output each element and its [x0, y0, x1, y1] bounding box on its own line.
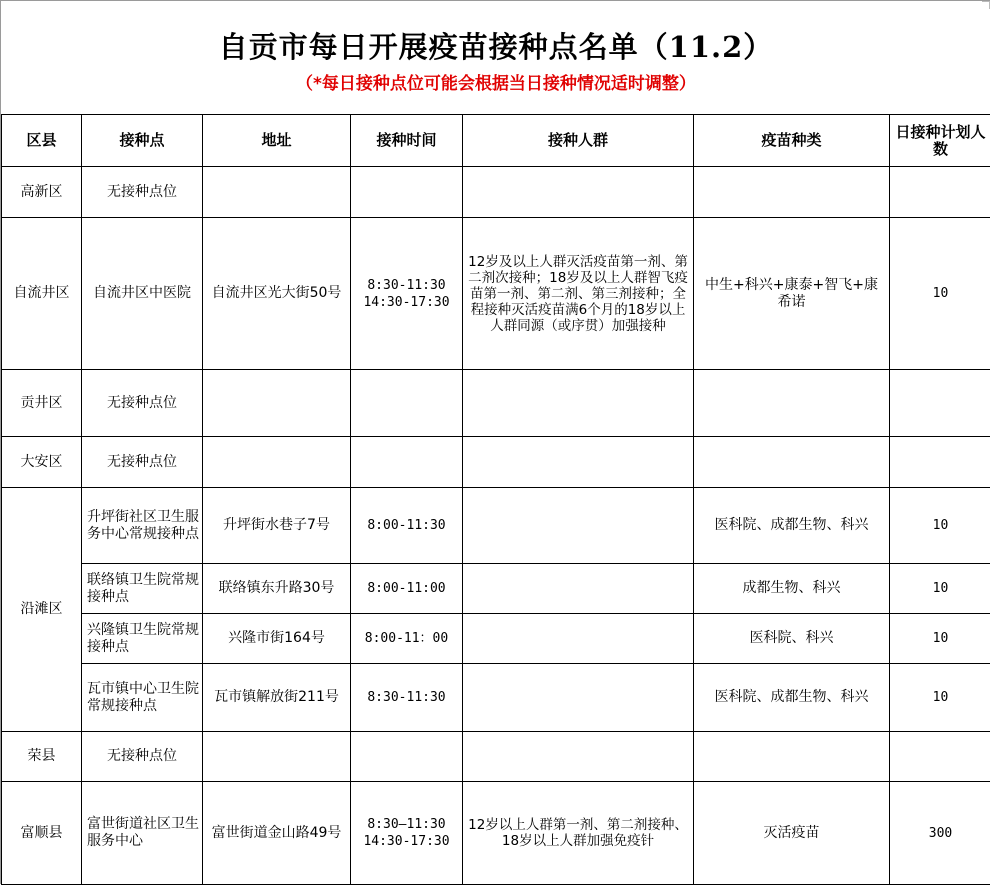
vaccine-cell: 医科院、成都生物、科兴 [694, 488, 890, 564]
site-cell: 联络镇卫生院常规接种点 [82, 564, 203, 614]
table-row [2, 564, 990, 614]
site-cell: 无接种点位 [82, 167, 203, 218]
district-cell: 富顺县 [2, 782, 82, 885]
site-cell: 无接种点位 [82, 370, 203, 437]
address-cell: 瓦市镇解放街211号 [203, 664, 351, 732]
table-row [2, 782, 990, 885]
time-cell: 8:30—11:30 14:30-17:30 [351, 782, 463, 885]
vaccination-sites-table [1, 114, 990, 885]
population-cell: 12岁以上人群第一剂、第二剂接种、18岁以上人群加强免疫针 [463, 782, 694, 885]
site-cell: 兴隆镇卫生院常规接种点 [82, 614, 203, 664]
address-cell: 自流井区光大街50号 [203, 218, 351, 370]
header-site: 接种点 [82, 115, 203, 167]
header-row [2, 115, 990, 167]
district-cell: 沿滩区 [2, 488, 82, 732]
site-cell: 富世街道社区卫生服务中心 [82, 782, 203, 885]
table-row [2, 664, 990, 732]
page-title: 自贡市每日开展疫苗接种点名单（11.2） [1, 25, 990, 66]
vaccine-cell: 灭活疫苗 [694, 782, 890, 885]
site-cell: 升坪街社区卫生服务中心常规接种点 [82, 488, 203, 564]
header-population: 接种人群 [463, 115, 694, 167]
time-cell: 8:00-11:30 [351, 488, 463, 564]
time-cell: 8:00-11:00 [351, 564, 463, 614]
district-cell: 自流井区 [2, 218, 82, 370]
header-time: 接种时间 [351, 115, 463, 167]
vaccine-cell: 医科院、成都生物、科兴 [694, 664, 890, 732]
planned-cell: 10 [890, 218, 990, 370]
table-row [2, 167, 990, 218]
time-cell: 8:30-11:30 [351, 664, 463, 732]
planned-cell: 10 [890, 488, 990, 564]
district-cell: 荣县 [2, 732, 82, 782]
vaccine-cell: 成都生物、科兴 [694, 564, 890, 614]
address-cell: 富世街道金山路49号 [203, 782, 351, 885]
table-row [2, 370, 990, 437]
site-cell: 自流井区中医院 [82, 218, 203, 370]
planned-cell: 10 [890, 664, 990, 732]
table-row [2, 732, 990, 782]
table-row [2, 437, 990, 488]
sheet-corner [982, 1, 990, 9]
vaccine-cell: 医科院、科兴 [694, 614, 890, 664]
address-cell: 联络镇东升路30号 [203, 564, 351, 614]
page-subtitle: （*每日接种点位可能会根据当日接种情况适时调整） [1, 69, 990, 94]
table-row [2, 488, 990, 564]
header-address: 地址 [203, 115, 351, 167]
site-cell: 瓦市镇中心卫生院常规接种点 [82, 664, 203, 732]
table-row [2, 614, 990, 664]
vaccine-cell: 中生+科兴+康泰+智飞+康希诺 [694, 218, 890, 370]
time-cell: 8:30-11:30 14:30-17:30 [351, 218, 463, 370]
header-planned: 日接种计划人数 [890, 115, 990, 167]
site-cell: 无接种点位 [82, 732, 203, 782]
time-cell: 8:00-11：00 [351, 614, 463, 664]
planned-cell: 300 [890, 782, 990, 885]
address-cell: 升坪街水巷子7号 [203, 488, 351, 564]
site-cell: 无接种点位 [82, 437, 203, 488]
planned-cell: 10 [890, 564, 990, 614]
header-district: 区县 [2, 115, 82, 167]
header-vaccine: 疫苗种类 [694, 115, 890, 167]
district-cell: 贡井区 [2, 370, 82, 437]
planned-cell: 10 [890, 614, 990, 664]
table-row [2, 218, 990, 370]
district-cell: 大安区 [2, 437, 82, 488]
district-cell: 高新区 [2, 167, 82, 218]
address-cell: 兴隆市街164号 [203, 614, 351, 664]
population-cell: 12岁及以上人群灭活疫苗第一剂、第二剂次接种；18岁及以上人群智飞疫苗第一剂、第二剂、第三剂接种；全程接种灭活疫苗满6个月的18岁以上人群同源（或序贯）加强接种 [463, 218, 694, 370]
